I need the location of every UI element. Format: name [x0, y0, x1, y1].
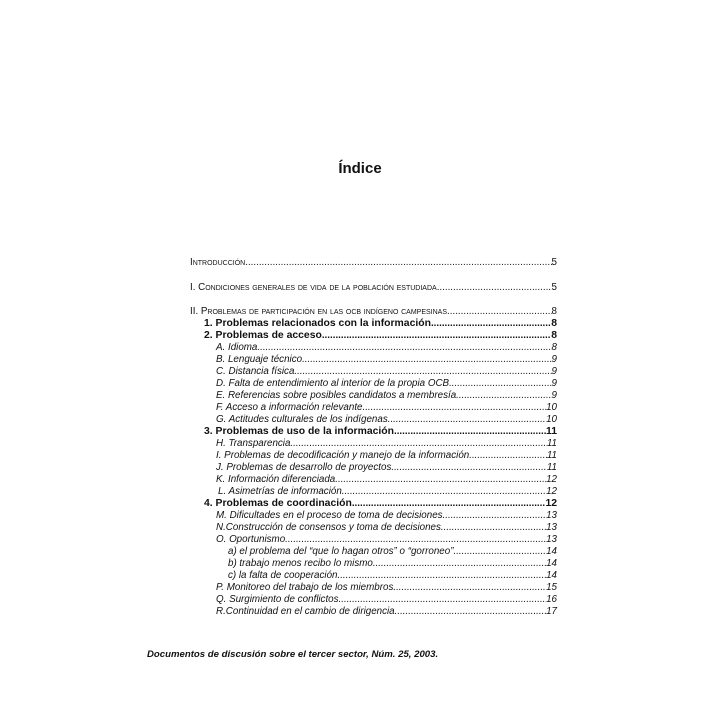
- toc-entry-label: A. Idioma: [216, 342, 258, 353]
- toc-entry-label: Q. Surgimiento de conflictos: [216, 594, 339, 605]
- toc-entry-page: 12: [546, 474, 557, 485]
- toc-entry-k[interactable]: [216, 474, 557, 486]
- toc-entry-b[interactable]: [216, 354, 557, 366]
- toc-entry-label: c) la falta de cooperación: [228, 570, 338, 581]
- toc-entry-label: L. Asimetrías de información: [218, 486, 342, 497]
- toc-entry-label: F. Acceso a información relevante: [216, 402, 363, 413]
- toc-entry-page: 10: [546, 402, 557, 413]
- toc-entry-page: 11: [546, 426, 557, 437]
- toc-entry-a[interactable]: [216, 342, 557, 354]
- toc-entry-f[interactable]: [216, 402, 557, 414]
- toc-entry-label: M. Dificultades en el proceso de toma de decisiones: [216, 510, 443, 521]
- toc-entry-page: 8: [551, 330, 557, 341]
- toc-entry-page: 16: [546, 594, 557, 605]
- toc-entry-page: 13: [546, 510, 557, 521]
- toc-entry-chapter-4[interactable]: [204, 498, 557, 510]
- toc-entry-chapter-2[interactable]: [204, 330, 557, 342]
- toc-entry-page: 13: [546, 534, 557, 545]
- toc-entry-label: K. Información diferenciada: [216, 474, 336, 485]
- toc-entry-page: 11: [546, 450, 557, 461]
- toc-entry-label: II. Problemas de participación en las ocb indígeno campesinas: [190, 306, 448, 317]
- toc-entry-page: 14: [546, 558, 557, 569]
- toc-entry-page: 5: [551, 282, 557, 293]
- toc-entry-label: 4. Problemas de coordinación: [204, 498, 352, 509]
- toc-entry-page: 12: [546, 486, 557, 497]
- toc-entry-label: 3. Problemas de uso de la información: [204, 426, 394, 437]
- toc-entry-label: R.Continuidad en el cambio de dirigencia: [216, 606, 395, 617]
- toc-entry-page: 17: [546, 606, 557, 617]
- toc-entry-section-2[interactable]: [190, 306, 557, 318]
- toc-entry-label: b) trabajo menos recibo lo mismo: [228, 558, 373, 569]
- toc-entry-o-c[interactable]: [228, 570, 557, 582]
- toc-entry-label: I. Problemas de decodificación y manejo de la información: [216, 450, 470, 461]
- toc-entry-label: H. Transparencia: [216, 438, 291, 449]
- toc-entry-section-1[interactable]: [190, 282, 557, 294]
- toc-entry-page: 12: [545, 498, 557, 509]
- toc-entry-label: O. Oportunismo: [216, 534, 286, 545]
- toc-entry-d[interactable]: [216, 378, 557, 390]
- toc-entry-page: 9: [551, 378, 557, 389]
- toc-entry-label: P. Monitoreo del trabajo de los miembros: [216, 582, 394, 593]
- toc-entry-page: 8: [551, 306, 557, 317]
- toc-entry-label: E. Referencias sobre posibles candidatos a membresía: [216, 390, 457, 401]
- toc-entry-h[interactable]: [216, 438, 557, 450]
- toc-entry-page: 5: [551, 257, 557, 268]
- toc-entry-label: N.Construcción de consensos y toma de decisiones: [216, 522, 441, 533]
- toc-entry-introduccion[interactable]: [190, 257, 557, 269]
- toc-entry-page: 14: [546, 546, 557, 557]
- toc-entry-label: a) el problema del “que lo hagan otros” o “gorroneo”: [228, 546, 454, 557]
- page-title: Índice: [338, 160, 382, 177]
- toc-entry-label: B. Lenguaje técnico: [216, 354, 303, 365]
- toc-entry-chapter-1[interactable]: [204, 318, 557, 330]
- toc-entry-label: G. Actitudes culturales de los indígenas: [216, 414, 388, 425]
- footer-citation: Documentos de discusión sobre el tercer sector, Núm. 25, 2003.: [147, 649, 439, 660]
- toc-entry-chapter-3[interactable]: [204, 426, 557, 438]
- toc-entry-o[interactable]: [216, 534, 557, 546]
- toc-entry-page: 13: [546, 522, 557, 533]
- toc-entry-p[interactable]: [216, 582, 557, 594]
- toc-entry-page: 11: [546, 462, 557, 473]
- toc-entry-i[interactable]: [216, 450, 557, 462]
- toc-entry-l[interactable]: [218, 486, 557, 498]
- toc-entry-page: 14: [546, 570, 557, 581]
- toc-entry-n[interactable]: [216, 522, 557, 534]
- toc-entry-g[interactable]: [216, 414, 557, 426]
- toc-entry-page: 9: [551, 354, 557, 365]
- toc-entry-page: 9: [551, 390, 557, 401]
- toc-entry-page: 11: [546, 438, 557, 449]
- toc-entry-r[interactable]: [216, 606, 557, 618]
- toc-entry-label: C. Distancia física: [216, 366, 295, 377]
- toc-entry-page: 8: [551, 342, 557, 353]
- toc-entry-o-b[interactable]: [228, 558, 557, 570]
- toc-entry-page: 10: [546, 414, 557, 425]
- toc-entry-label: D. Falta de entendimiento al interior de la propia OCB: [216, 378, 450, 389]
- toc-entry-j[interactable]: [216, 462, 557, 474]
- toc-entry-label: I. Condiciones generales de vida de la población estudiada: [190, 282, 437, 293]
- toc-entry-m[interactable]: [216, 510, 557, 522]
- toc-entry-label: 2. Problemas de acceso: [204, 330, 322, 341]
- toc-entry-label: J. Problemas de desarrollo de proyectos: [216, 462, 392, 473]
- toc-entry-q[interactable]: [216, 594, 557, 606]
- toc-entry-label: 1. Problemas relacionados con la información: [204, 318, 431, 329]
- toc-entry-c[interactable]: [216, 366, 557, 378]
- toc-entry-label: Introducción: [190, 257, 246, 268]
- toc-entry-page: 15: [546, 582, 557, 593]
- toc-entry-page: 8: [551, 318, 557, 329]
- toc-entry-page: 9: [551, 366, 557, 377]
- toc-entry-o-a[interactable]: [228, 546, 557, 558]
- toc-entry-e[interactable]: [216, 390, 557, 402]
